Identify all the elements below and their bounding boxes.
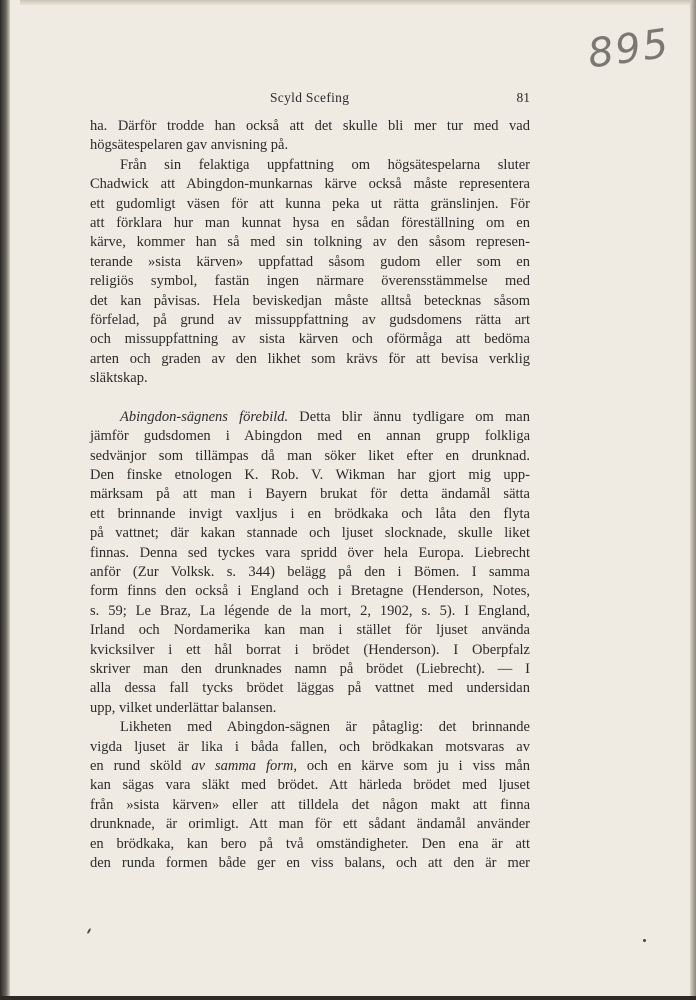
paragraph [90, 117, 530, 156]
text-line: vigda ljuset är lika i båda fallen, och brödkakan motsvaras av [90, 738, 530, 755]
text-line: Abingdon-sägnens förebild. Detta blir ännu tydligare om man [120, 408, 530, 425]
text-line: religiös symbol, fastän ingen närmare överensstämmelse med [90, 273, 530, 290]
page-number: 81 [516, 90, 530, 105]
handwritten-page-number: 895 [585, 20, 673, 78]
text-line: högsätespelaren gav anvisning på. [90, 137, 289, 154]
text-line: finnas. Denna sed tyckes vara spridd över hela Europa. Liebrecht [90, 544, 530, 561]
text-line: upp, vilket underlättar balansen. [90, 699, 277, 716]
text-line: en rund sköld av samma form, och en kärve som ju i viss mån [90, 758, 530, 774]
paper-speck [643, 939, 646, 942]
text-line: Likheten med Abingdon-sägnen är påtaglig: det brinnande [120, 719, 530, 736]
section-heading: Abingdon-sägnens förebild. [120, 408, 289, 425]
text-line: terande »sista kärven» uppfattad såsom gudom eller som en [90, 253, 530, 270]
text-line: Chadwick att Abingdon-munkarnas kärve också måste representera [90, 176, 530, 193]
text-line: drunknade, är orimligt. Att man för ett sådant ändamål använder [90, 816, 530, 833]
text-line: förfelad, på grund av missuppfattning av gudsdomens rätta art [90, 312, 530, 329]
text-line: på vattnet; där kakan stannade och ljuset slocknade, skulle liket [90, 525, 530, 542]
text-line: Den finske etnologen K. Rob. V. Wikman har gjort mig upp- [90, 466, 530, 483]
text-line: släktskap. [90, 370, 148, 387]
text-line: från »sista kärven» eller att tilldela det någon makt att finna [90, 796, 530, 813]
text-line: kärve, kommer han så med sin tolkning av den såsom represen- [90, 234, 530, 251]
page-bottom-edge [0, 996, 696, 1000]
text-line: form finns den också i England och i Bretagne (Henderson, Notes, [90, 583, 530, 600]
body-text [90, 117, 530, 873]
text-line: att förklara hur man kunnat hysa en sådan föreställning om en [90, 215, 530, 232]
text-line: Från sin felaktiga uppfattning om högsätespelarna sluter [120, 156, 530, 173]
text-line: det kan påvisas. Hela beviskedjan måste alltså betecknas såsom [90, 292, 530, 309]
page-top-edge [20, 0, 696, 6]
paragraph [90, 156, 530, 389]
text-line: ett gudomligt väsen för att kunna peka ut rätta gränslinjen. För [90, 195, 530, 212]
text-line: ha. Därför trodde han också att det skulle bli mer tur med vad [90, 118, 530, 134]
page-right-edge [690, 0, 696, 1000]
page-binding-shadow [0, 0, 10, 1000]
text-line: sedvänjor som tillämpas då man söker liket efter en drunknad. [90, 447, 530, 464]
text-line: en brödkaka, kan bero på två omständigheter. Den ena är att [90, 835, 530, 852]
text-line: s. 59; Le Braz, La légende de la mort, 2, 1902, s. 5). I England, [90, 602, 530, 619]
text-line: jämför gudsdomen i Abingdon med en annan grupp folkliga [90, 428, 530, 445]
text-line: alla dessa fall tycks brödet läggas på vattnet med undersidan [90, 680, 530, 697]
text-line: och missuppfattning av sista kärven och oförmåga att bedöma [90, 331, 530, 348]
text-line: ett brinnande invigt vaxljus i en brödkaka och låta den flyta [90, 505, 530, 522]
running-title: Scyld Scefing [270, 90, 350, 105]
italic-phrase: av samma form [191, 758, 294, 774]
paragraph [90, 718, 530, 873]
text-line: skriver man den drunknades namn på brödet (Liebrecht). — I [90, 660, 530, 677]
text-line: Irland och Nordamerika kan man i stället för ljuset använda [90, 622, 530, 639]
text-line: arten och graden av den likhet som krävs för att bevisa verklig [90, 350, 530, 367]
paragraph [90, 408, 530, 719]
text-line: märksam på att man i Bayern brukat för detta ändamål sätta [90, 486, 530, 503]
text-line: den runda formen både ger en viss balans, och att den är mer [90, 855, 530, 872]
text-line: anför (Zur Volksk. s. 344) belägg på den i Bömen. I samma [90, 563, 530, 580]
text-line: kan sägas vara släkt med brödet. Att härleda brödet med ljuset [90, 777, 530, 794]
text-line: kvicksilver i ett hål borrat i brödet (Henderson). I Oberpfalz [90, 641, 530, 658]
